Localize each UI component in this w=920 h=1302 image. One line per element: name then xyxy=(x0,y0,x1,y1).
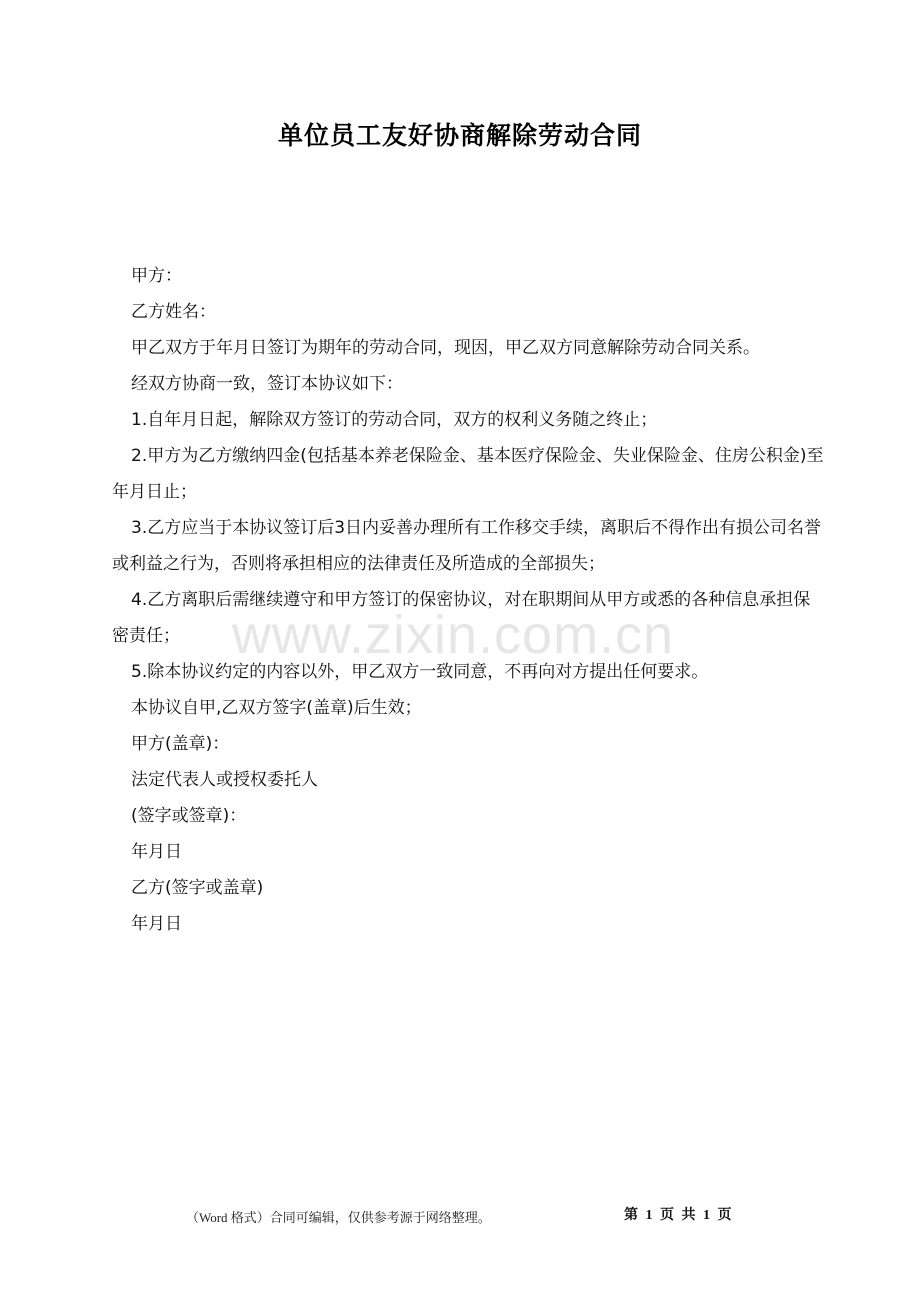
party-a-seal-line: 甲方(盖章)： xyxy=(131,734,230,754)
party-b-name-line: 乙方姓名： xyxy=(131,302,216,322)
document-title: 单位员工友好协商解除劳动合同 xyxy=(277,121,642,150)
agreement-intro-paragraph: 经双方协商一致，签订本协议如下： xyxy=(131,374,403,394)
clause-3: 3.乙方应当于本协议签订后3日内妥善办理所有工作移交手续，离职后不得作出有损公司名誉或利益之行为，否则将承担相应的法律责任及所造成的全部损失； xyxy=(112,518,822,574)
effective-clause: 本协议自甲,乙双方签字(盖章)后生效； xyxy=(131,698,422,718)
legal-representative-line: 法定代表人或授权委托人 xyxy=(131,770,318,790)
party-a-date-line: 年月日 xyxy=(131,842,182,862)
footer-note: （Word 格式）合同可编辑，仅供参考源于网络整理。 xyxy=(186,1210,491,1225)
clause-5: 5.除本协议约定的内容以外，甲乙双方一致同意，不再向对方提出任何要求。 xyxy=(131,662,709,682)
page-number: 第 1 页 共 1 页 xyxy=(624,1208,732,1223)
signature-line: (签字或签章)： xyxy=(131,806,247,826)
party-b-date-line: 年月日 xyxy=(131,914,182,934)
party-a-line: 甲方： xyxy=(131,266,182,286)
clause-2: 2.甲方为乙方缴纳四金(包括基本养老保险金、基本医疗保险金、失业保险金、住房公积金)至年月日止； xyxy=(112,446,824,502)
party-b-signature-line: 乙方(签字或盖章) xyxy=(131,878,264,898)
contract-background-paragraph: 甲乙双方于年月日签订为期年的劳动合同，现因，甲乙双方同意解除劳动合同关系。 xyxy=(131,338,760,358)
clause-4: 4.乙方离职后需继续遵守和甲方签订的保密协议，对在职期间从甲方或悉的各种信息承担保密责任； xyxy=(112,590,811,646)
document-body xyxy=(112,258,824,942)
clause-1: 1.自年月日起，解除双方签订的劳动合同，双方的权利义务随之终止； xyxy=(131,410,658,430)
watermark: www.zixin.com.cn xyxy=(232,605,675,665)
